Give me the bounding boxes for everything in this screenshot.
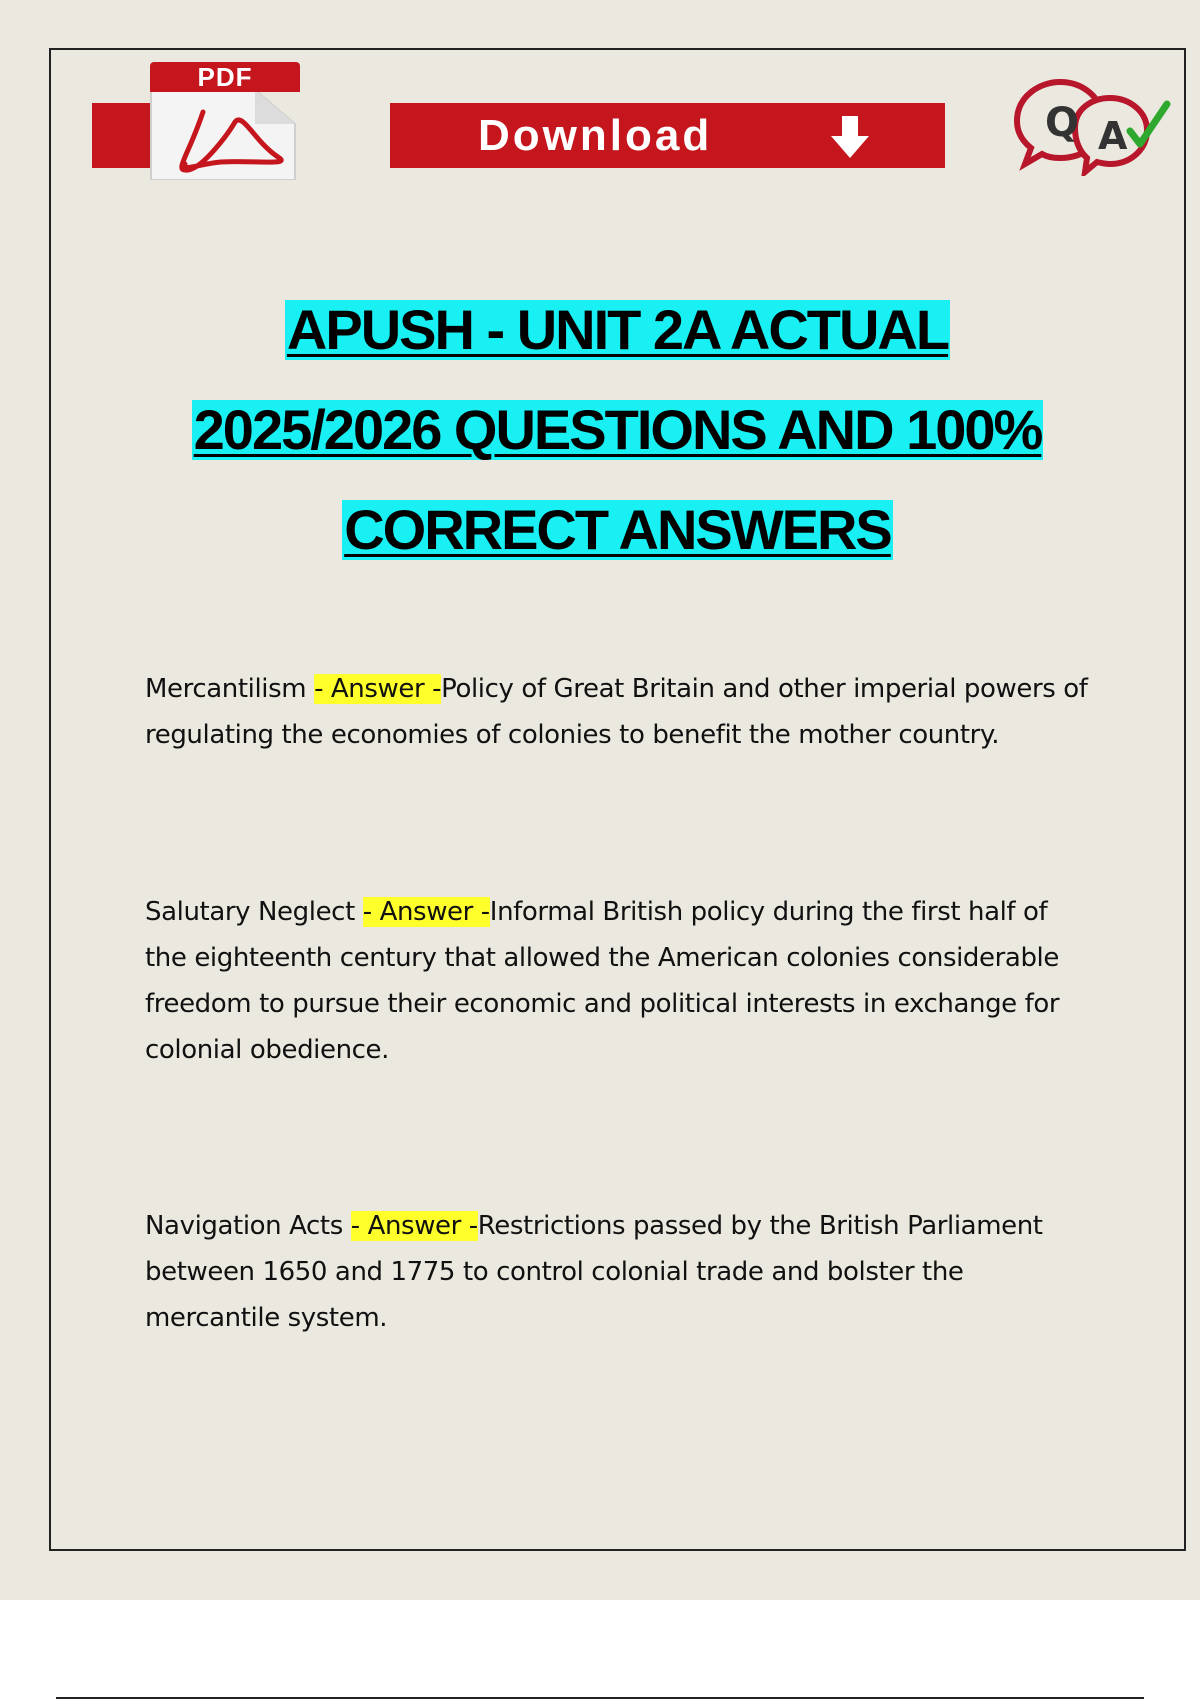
download-label[interactable]: Download: [478, 111, 713, 160]
download-arrow-icon: [825, 112, 875, 162]
pdf-download-banner[interactable]: [90, 60, 860, 180]
svg-text:A: A: [1098, 114, 1128, 158]
qa-entry: [145, 666, 1095, 758]
entry-term: Navigation Acts: [145, 1211, 351, 1241]
answer-marker: - Answer -: [314, 674, 442, 704]
svg-text:Q: Q: [1045, 100, 1080, 146]
qa-entry: [145, 1203, 1095, 1341]
qa-entry: [145, 889, 1095, 1073]
page-divider: [56, 1697, 1144, 1699]
entry-term: Salutary Neglect: [145, 897, 363, 927]
pdf-file-icon: [143, 62, 303, 180]
title-line-2: 2025/2026 QUESTIONS AND 100%: [193, 398, 1042, 461]
entry-definition: Restrictions passed by the British Parliament between 1650 and 1775 to control colonial trade and bolster the mercantile system.: [145, 1211, 1043, 1333]
qa-entries: [145, 666, 1095, 1472]
pdf-label: PDF: [150, 62, 300, 92]
qa-logo: [1005, 76, 1175, 176]
entry-definition: Policy of Great Britain and other imperial powers of regulating the economies of colonies to benefit the mother country.: [145, 674, 1088, 750]
entry-definition: Informal British policy during the first half of the eighteenth century that allowed the American colonies considerable freedom to pursue their economic and political interests in exchange for colonial obedience.: [145, 897, 1060, 1065]
entry-term: Mercantilism: [145, 674, 315, 704]
answer-marker: - Answer -: [362, 897, 490, 927]
answer-marker: - Answer -: [350, 1211, 478, 1241]
document-title: [60, 300, 1175, 600]
title-line-3: CORRECT ANSWERS: [344, 498, 891, 561]
title-line-1: APUSH - UNIT 2A ACTUAL: [286, 298, 949, 361]
